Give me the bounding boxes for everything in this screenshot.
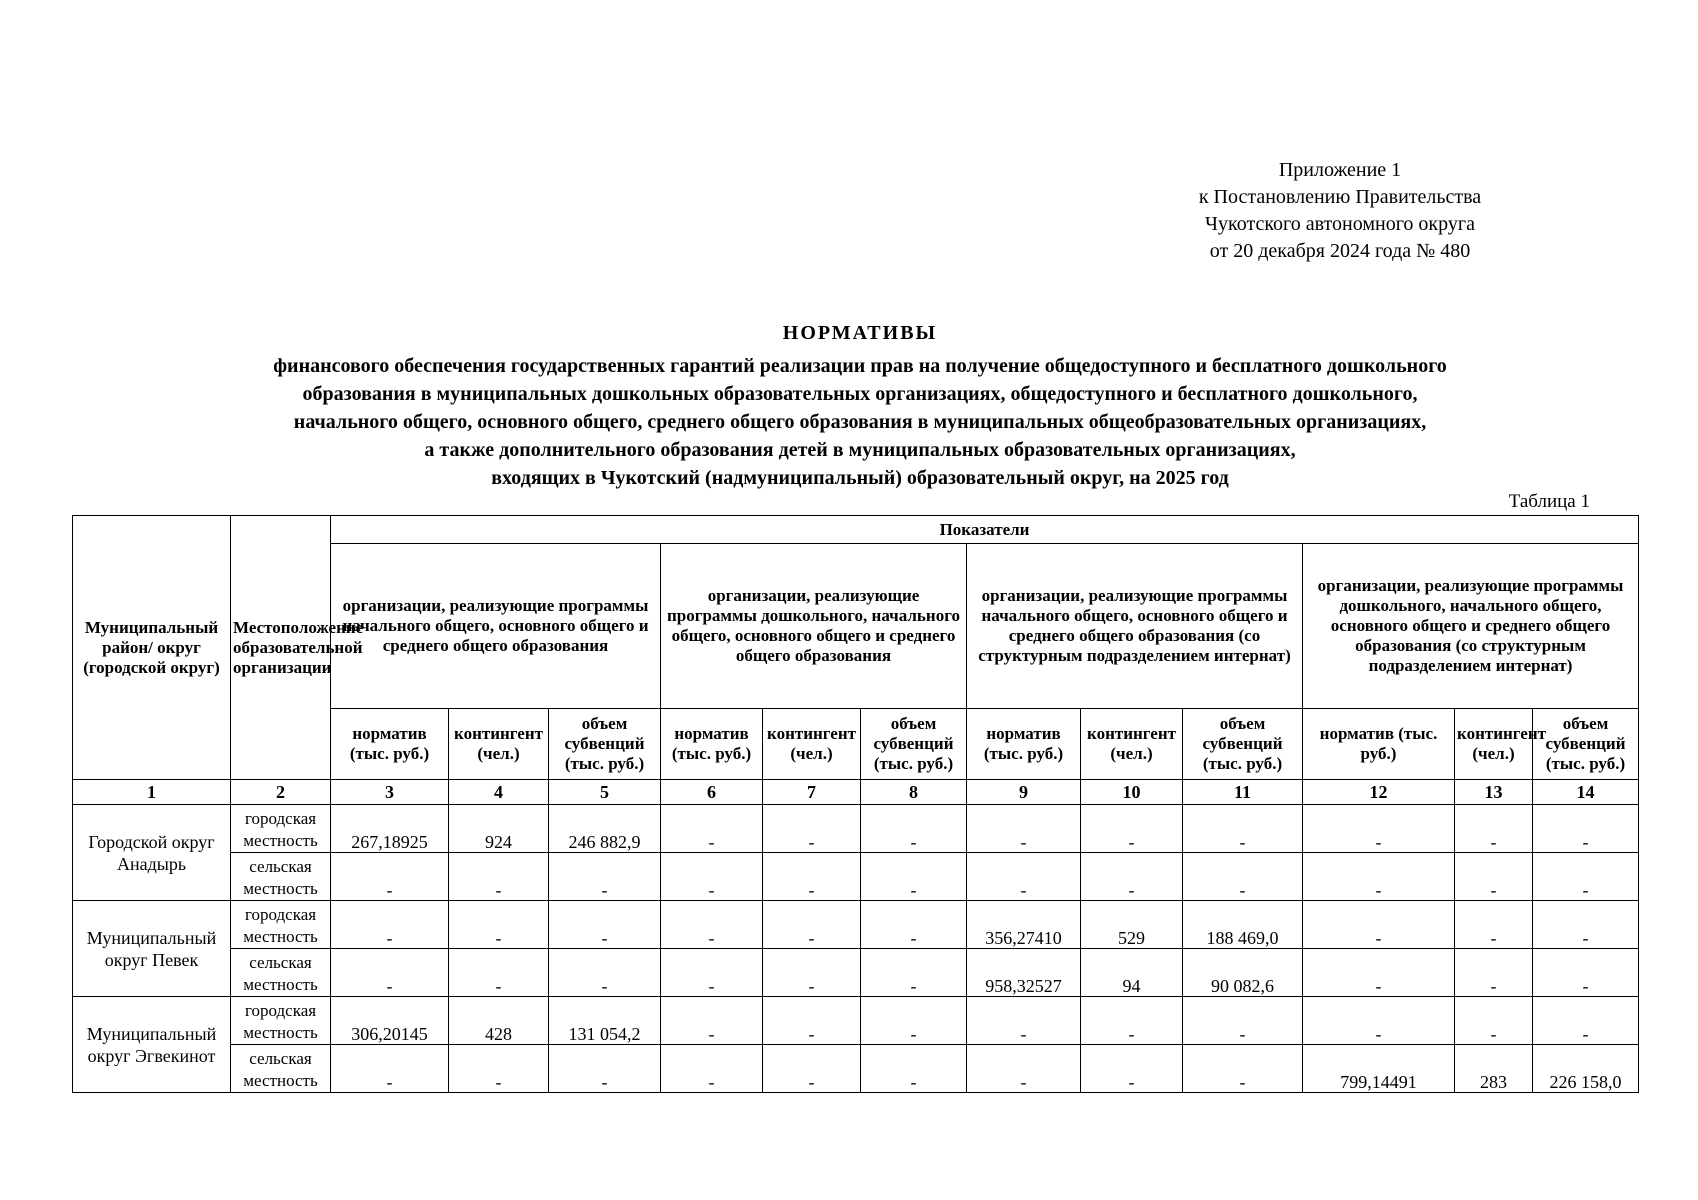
cell-value: -: [967, 1045, 1081, 1093]
appendix-line: к Постановлению Правительства: [1198, 186, 1482, 208]
column-number: 3: [331, 780, 449, 805]
column-number: 11: [1183, 780, 1303, 805]
header-norm: норматив (тыс. руб.): [967, 709, 1081, 780]
locality: городская местность: [231, 901, 331, 949]
cell-value: -: [1303, 901, 1455, 949]
header-group-4: организации, реализующие программы дошкольного, начального общего, основного общего и среднего общего образования (со структурным подразделением интернат): [1303, 544, 1639, 709]
cell-value: -: [763, 805, 861, 853]
locality: сельская местность: [231, 949, 331, 997]
header-contingent: контингент (чел.): [449, 709, 549, 780]
cell-value: -: [763, 1045, 861, 1093]
column-number: 1: [73, 780, 231, 805]
cell-value: 958,32527: [967, 949, 1081, 997]
header-group-1: организации, реализующие программы начального общего, основного общего и среднего общего образования: [331, 544, 661, 709]
cell-value: -: [449, 901, 549, 949]
header-volume: объем субвенций (тыс. руб.): [1533, 709, 1639, 780]
cell-value: 246 882,9: [549, 805, 661, 853]
table-row: [73, 997, 1639, 1045]
table-row: [73, 853, 1639, 901]
cell-value: -: [1455, 805, 1533, 853]
document-title: НОРМАТИВЫ: [782, 322, 938, 344]
locality: городская местность: [231, 805, 331, 853]
cell-value: -: [661, 853, 763, 901]
cell-value: -: [1081, 997, 1183, 1045]
table-label: Таблица 1: [1508, 491, 1590, 512]
cell-value: -: [763, 901, 861, 949]
appendix-line: Приложение 1: [1278, 159, 1402, 181]
column-number: 2: [231, 780, 331, 805]
locality: сельская местность: [231, 1045, 331, 1093]
cell-value: -: [967, 805, 1081, 853]
cell-value: -: [1533, 901, 1639, 949]
cell-value: -: [1533, 853, 1639, 901]
header-location: Местоположение образовательной организации: [231, 516, 331, 780]
cell-value: -: [549, 949, 661, 997]
table-row: [73, 949, 1639, 997]
cell-value: -: [1183, 997, 1303, 1045]
header-norm: норматив (тыс. руб.): [661, 709, 763, 780]
cell-value: 924: [449, 805, 549, 853]
column-number: 4: [449, 780, 549, 805]
cell-value: -: [1303, 949, 1455, 997]
subtitle-line: начального общего, основного общего, среднего общего образования в муниципальных общеобразовательных организациях,: [293, 411, 1427, 433]
header-contingent: контингент (чел.): [1455, 709, 1533, 780]
column-number: 7: [763, 780, 861, 805]
header-volume: объем субвенций (тыс. руб.): [1183, 709, 1303, 780]
cell-value: -: [331, 853, 449, 901]
header-volume: объем субвенций (тыс. руб.): [549, 709, 661, 780]
cell-value: 267,18925: [331, 805, 449, 853]
column-number: 9: [967, 780, 1081, 805]
column-number: 5: [549, 780, 661, 805]
header-volume: объем субвенций (тыс. руб.): [861, 709, 967, 780]
cell-value: -: [661, 997, 763, 1045]
subtitle-line: входящих в Чукотский (надмуниципальный) образовательный округ, на 2025 год: [491, 467, 1229, 489]
document-subtitle: [60, 352, 1660, 492]
cell-value: -: [449, 1045, 549, 1093]
cell-value: -: [1455, 997, 1533, 1045]
column-number: 8: [861, 780, 967, 805]
cell-value: -: [1533, 805, 1639, 853]
cell-value: -: [1533, 949, 1639, 997]
cell-value: 283: [1455, 1045, 1533, 1093]
cell-value: -: [763, 949, 861, 997]
cell-value: -: [661, 901, 763, 949]
cell-value: -: [763, 853, 861, 901]
header-district: Муниципальный район/ округ (городской округ): [73, 516, 231, 780]
appendix-block: [1180, 157, 1500, 265]
district-name: Городской округ Анадырь: [73, 805, 231, 901]
cell-value: -: [1303, 805, 1455, 853]
cell-value: -: [331, 901, 449, 949]
cell-value: -: [1183, 853, 1303, 901]
header-contingent: контингент (чел.): [763, 709, 861, 780]
cell-value: 428: [449, 997, 549, 1045]
norms-table: [72, 515, 1639, 1093]
cell-value: -: [1455, 901, 1533, 949]
table-row: [73, 805, 1639, 853]
cell-value: 306,20145: [331, 997, 449, 1045]
cell-value: 529: [1081, 901, 1183, 949]
column-number: 14: [1533, 780, 1639, 805]
cell-value: -: [661, 949, 763, 997]
cell-value: -: [449, 853, 549, 901]
cell-value: -: [549, 901, 661, 949]
district-name: Муниципальный округ Певек: [73, 901, 231, 997]
cell-value: -: [967, 853, 1081, 901]
header-contingent: контингент (чел.): [1081, 709, 1183, 780]
column-number: 10: [1081, 780, 1183, 805]
cell-value: 226 158,0: [1533, 1045, 1639, 1093]
cell-value: -: [861, 853, 967, 901]
subtitle-line: а также дополнительного образования детей в муниципальных образовательных организациях,: [424, 439, 1296, 461]
cell-value: -: [449, 949, 549, 997]
cell-value: -: [1303, 853, 1455, 901]
header-group-2: организации, реализующие программы дошкольного, начального общего, основного общего и среднего общего образования: [661, 544, 967, 709]
column-number: 13: [1455, 780, 1533, 805]
column-number: 12: [1303, 780, 1455, 805]
cell-value: 799,14491: [1303, 1045, 1455, 1093]
header-group-3: организации, реализующие программы начального общего, основного общего и среднего общего образования (со структурным подразделением интернат): [967, 544, 1303, 709]
cell-value: -: [1183, 1045, 1303, 1093]
cell-value: -: [1183, 805, 1303, 853]
cell-value: -: [1081, 853, 1183, 901]
cell-value: -: [1081, 1045, 1183, 1093]
cell-value: -: [331, 1045, 449, 1093]
cell-value: -: [331, 949, 449, 997]
cell-value: -: [1303, 997, 1455, 1045]
cell-value: -: [763, 997, 861, 1045]
cell-value: 356,27410: [967, 901, 1081, 949]
cell-value: -: [661, 1045, 763, 1093]
column-number: 6: [661, 780, 763, 805]
cell-value: -: [861, 901, 967, 949]
header-norm: норматив (тыс. руб.): [1303, 709, 1455, 780]
cell-value: -: [549, 853, 661, 901]
cell-value: -: [1455, 853, 1533, 901]
cell-value: -: [967, 997, 1081, 1045]
table-row: [73, 1045, 1639, 1093]
cell-value: -: [661, 805, 763, 853]
subtitle-line: образования в муниципальных дошкольных образовательных организациях, общедоступного и бесплатного дошкольного,: [302, 383, 1418, 405]
locality: сельская местность: [231, 853, 331, 901]
table-row: [73, 901, 1639, 949]
cell-value: -: [549, 1045, 661, 1093]
appendix-line: Чукотского автономного округа: [1205, 213, 1475, 235]
cell-value: -: [861, 1045, 967, 1093]
cell-value: 94: [1081, 949, 1183, 997]
header-indicators: Показатели: [331, 516, 1639, 544]
cell-value: 90 082,6: [1183, 949, 1303, 997]
cell-value: -: [1455, 949, 1533, 997]
header-norm: норматив (тыс. руб.): [331, 709, 449, 780]
subtitle-line: финансового обеспечения государственных гарантий реализации прав на получение общедоступного и бесплатного дошкольного: [273, 355, 1447, 377]
cell-value: -: [861, 997, 967, 1045]
cell-value: -: [861, 805, 967, 853]
cell-value: 188 469,0: [1183, 901, 1303, 949]
cell-value: -: [1533, 997, 1639, 1045]
appendix-line: от 20 декабря 2024 года № 480: [1209, 240, 1471, 262]
cell-value: -: [1081, 805, 1183, 853]
locality: городская местность: [231, 997, 331, 1045]
district-name: Муниципальный округ Эгвекинот: [73, 997, 231, 1093]
cell-value: -: [861, 949, 967, 997]
cell-value: 131 054,2: [549, 997, 661, 1045]
